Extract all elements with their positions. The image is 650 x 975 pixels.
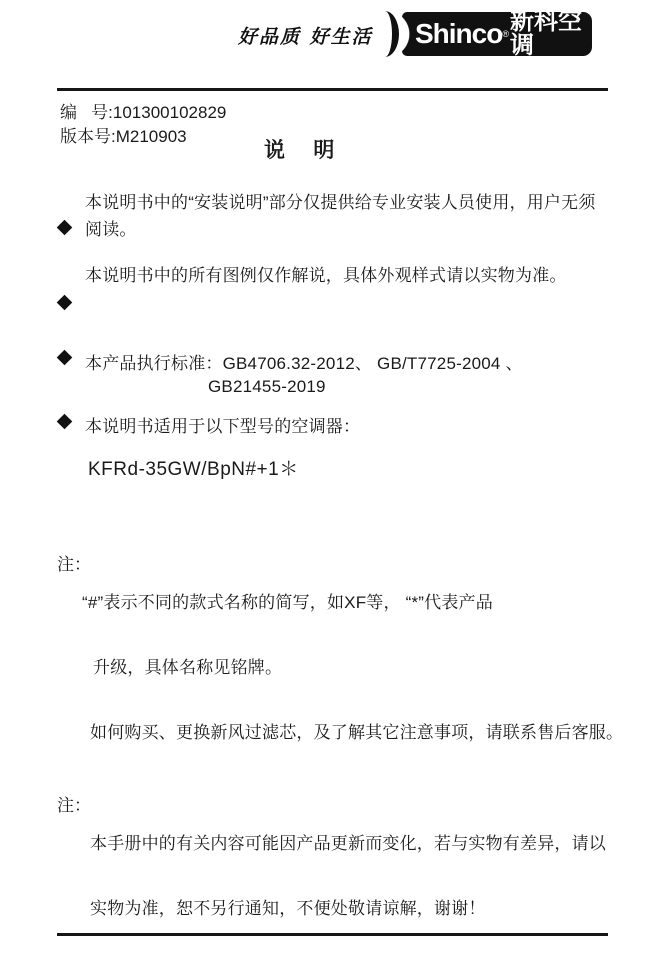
- paragraph-standards-line2: GB21455-2019: [208, 377, 326, 396]
- serial-number: 编 号:101300102829: [60, 103, 227, 122]
- note2-line2: 实物为准，恕不另行通知，不便处敬请谅解，谢谢！: [90, 899, 486, 918]
- version-number: 版本号:M210903: [60, 127, 187, 146]
- note1-label: 注：: [57, 555, 91, 574]
- page-title: 说 明: [264, 139, 336, 162]
- paragraph-standards-line1: 本产品执行标准：GB4706.32-2012、 GB/T7725-2004 、: [85, 354, 523, 373]
- paragraph-applicable-models: 本说明书适用于以下型号的空调器：: [85, 417, 361, 436]
- brand-logo-latin: Shinco: [415, 18, 503, 49]
- diamond-bullet-icon: [57, 350, 73, 366]
- model-number: KFRd-35GW/BpN#+1＊: [88, 459, 299, 480]
- diamond-bullet-icon: [57, 414, 73, 430]
- brand-logo-cjk: 新科空调: [509, 8, 582, 59]
- diamond-bullet-icon: [57, 220, 73, 236]
- note2-label: 注：: [57, 796, 91, 815]
- diamond-bullet-icon: [57, 295, 73, 311]
- paragraph-illustration-note: 本说明书中的所有图例仅作解说，具体外观样式请以实物为准。: [85, 266, 567, 285]
- registered-trademark-icon: ®: [502, 28, 509, 39]
- note1-content: [82, 550, 624, 785]
- crescent-swoosh-icon: [371, 11, 399, 57]
- paragraph-install-note-line1: 本说明书中的“安装说明”部分仅提供给专业安装人员使用，用户无须: [85, 193, 596, 212]
- note2-line1: 本手册中的有关内容可能因产品更新而变化，若与实物有差异，请以: [90, 834, 606, 853]
- header-rule: [57, 88, 608, 91]
- note1-line1: “#”表示不同的款式名称的简写，如XF等， “*”代表产品: [82, 593, 493, 612]
- footer-rule: [57, 933, 608, 936]
- paragraph-install-note-line2: 阅读。: [85, 220, 137, 239]
- note1-line2: 升级，具体名称见铭牌。: [93, 658, 283, 677]
- brand-slogan: 好品质 好生活: [238, 26, 373, 48]
- note1-line3: 如何购买、更换新风过滤芯，及了解其它注意事项，请联系售后客服。: [90, 723, 624, 742]
- brand-banner: [402, 8, 592, 59]
